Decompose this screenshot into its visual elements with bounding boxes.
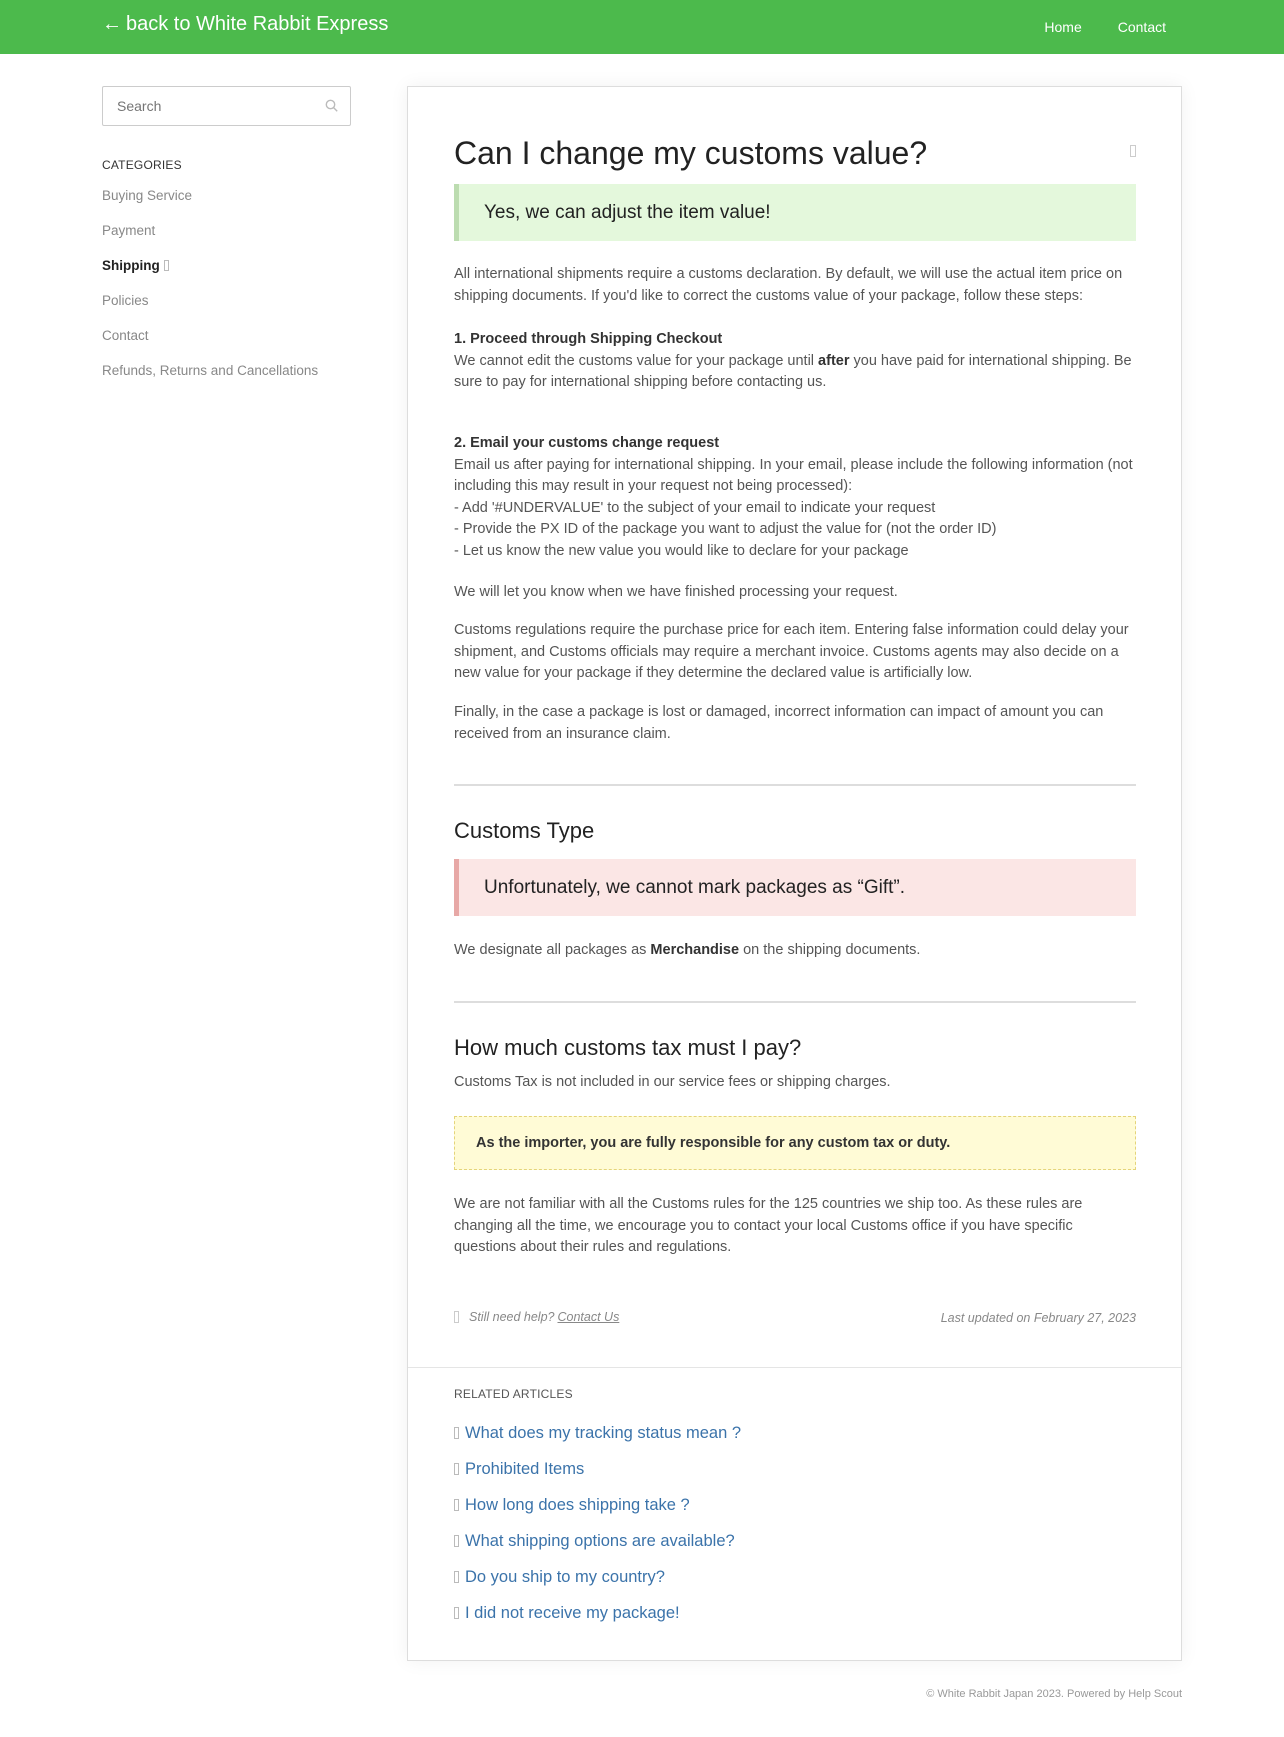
intro-text: All international shipments require a customs declaration. By default, we will use the actual item price on shipping documents. If you'd like to correct the customs value of your package, follow these steps: [454,266,1123,304]
document-icon [454,1535,459,1547]
categories-title: CATEGORIES [102,158,182,172]
article-card [407,86,1182,1661]
step-2-list-item: - Provide the PX ID of the package you want to adjust the value for (not the order ID) [454,521,997,537]
category-item-shipping[interactable]: Shipping [102,248,351,283]
document-icon [454,1427,459,1439]
related-divider [408,1367,1181,1368]
notify-text: We will let you know when we have finished processing your request. [454,584,898,600]
category-item-refunds[interactable]: Refunds, Returns and Cancellations [102,363,319,378]
tax-body-text: We are not familiar with all the Customs rules for the 125 countries we ship too. As these rules are changing all the time, we encourage you to contact your local Customs office if you have specific questions about their rules and regulations. [454,1196,1083,1255]
article-title: Can I change my customs value? [454,135,928,171]
search-box [102,86,351,126]
document-icon [454,1607,459,1619]
category-item-payment[interactable]: Payment [102,223,156,238]
tax-warning-box: As the importer, you are fully responsible for any custom tax or duty. [454,1116,1136,1170]
related-article-link[interactable]: How long does shipping take ? [454,1487,1136,1523]
back-link-label: back to White Rabbit Express [126,13,389,35]
category-list [102,178,351,388]
print-icon[interactable] [1130,145,1136,157]
callout-warning: Unfortunately, we cannot mark packages as “Gift”. [454,859,1136,916]
nav-home-link[interactable]: Home [1044,19,1082,35]
related-article-link[interactable]: What shipping options are available? [454,1523,1136,1559]
search-input[interactable] [103,87,303,125]
search-icon[interactable] [325,99,338,112]
still-need-help: Still need help? Contact Us [454,1310,619,1324]
callout-success: Yes, we can adjust the item value! [454,184,1136,241]
step-2-list-item: - Add '#UNDERVALUE' to the subject of your email to indicate your request [454,499,936,516]
footer-text: © White Rabbit Japan 2023. Powered by Help Scout [926,1688,1182,1700]
nav-contact-link[interactable]: Contact [1117,19,1166,35]
category-item-buying-service[interactable]: Buying Service [102,188,193,203]
back-link[interactable] [102,13,388,36]
regulations-text: Customs regulations require the purchase price for each item. Entering false information could delay your shipment, and Customs officials may require a merchant invoice. Customs agents may also decide on a new value for your package if they determine the declared value is artificially low. [454,622,1129,681]
finally-text: Finally, in the case a package is lost or damaged, incorrect information can impact of amount you can received from an insurance claim. [454,704,1104,742]
tax-heading: How much customs tax must I pay? [454,1035,802,1060]
top-bar [0,0,1284,54]
chevron-down-icon [164,260,169,271]
step-2-list-item: - Let us know the new value you would like to declare for your package [454,542,909,559]
related-article-link[interactable]: Prohibited Items [454,1451,1136,1487]
category-item-policies[interactable]: Policies [102,293,149,308]
related-articles-title: RELATED ARTICLES [454,1387,573,1401]
sidebar [102,86,351,388]
tax-intro-text: Customs Tax is not included in our service fees or shipping charges. [454,1074,891,1090]
section-divider [454,1001,1136,1003]
related-articles [454,1387,1136,1631]
related-article-link[interactable]: Do you ship to my country? [454,1559,1136,1595]
document-icon [454,1463,459,1475]
last-updated: Last updated on February 27, 2023 [940,1311,1136,1325]
document-icon [454,1499,459,1511]
top-nav [1044,19,1166,35]
category-item-contact[interactable]: Contact [102,328,149,343]
related-articles-list [454,1415,1136,1631]
document-icon [454,1571,459,1583]
step-2-title: 2. Email your customs change request [454,435,720,451]
related-article-link[interactable]: I did not receive my package! [454,1595,1136,1631]
step-2: 2. Email your customs change request Email us after paying for international shipping. In your email, please include the following information (not including this may result in your request not being processed): - Add '#UNDERVALUE' to the subject of your email to indicate your request - Provide the PX ID of the package you want to adjust the value for (not the order ID) - Let us know the new value you would like to declare for your package [454,435,1133,559]
arrow-left-icon: ← [102,13,122,35]
step-1: 1. Proceed through Shipping Checkout We cannot edit the customs value for your package until after you have paid for international shipping. Be sure to pay for international shipping before contacting us. [454,331,1132,390]
contact-us-link[interactable]: Contact Us [557,1310,620,1324]
designate-text: We designate all packages as Merchandise on the shipping documents. [454,942,921,958]
customs-type-heading: Customs Type [454,818,595,843]
related-article-link[interactable]: What does my tracking status mean ? [454,1415,1136,1451]
step-1-title: 1. Proceed through Shipping Checkout [454,331,723,347]
section-divider [454,784,1136,786]
help-icon [454,1311,459,1323]
